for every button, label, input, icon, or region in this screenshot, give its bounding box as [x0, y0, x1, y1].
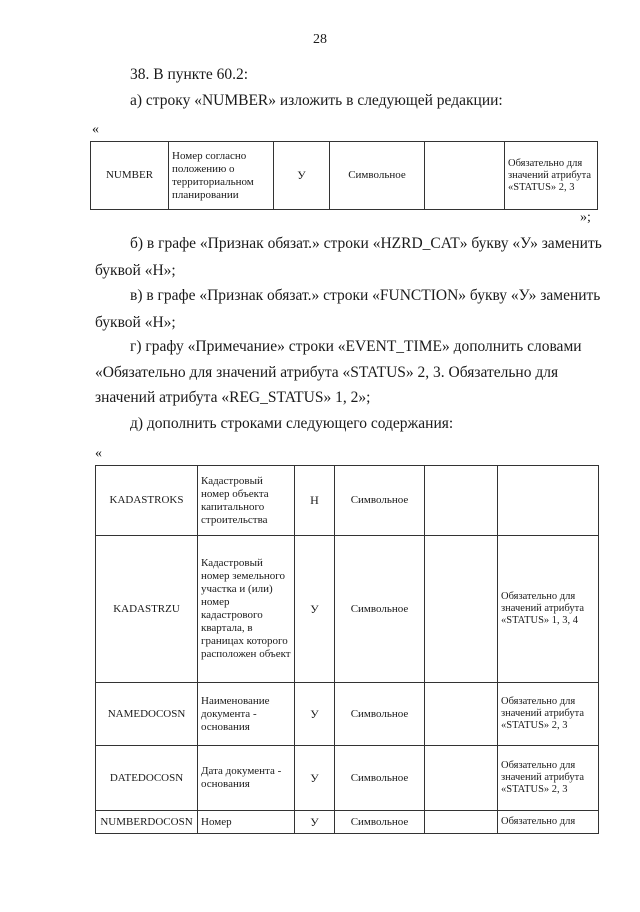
required-flag-cell: У	[295, 536, 335, 683]
description-cell: Наименование документа - основания	[198, 683, 295, 746]
description-cell: Дата документа - основания	[198, 746, 295, 811]
empty-cell	[425, 142, 505, 210]
note-cell	[498, 466, 599, 536]
sub-item-v-line2: буквой «Н»;	[95, 314, 176, 331]
required-flag-cell: Н	[295, 466, 335, 536]
type-cell: Символьное	[330, 142, 425, 210]
empty-cell	[425, 683, 498, 746]
note-cell: Обязательно для значений атрибута «STATUS» 1, 3, 4	[498, 536, 599, 683]
table-row	[96, 746, 599, 811]
field-name-cell: DATEDOCOSN	[96, 746, 198, 811]
description-cell: Кадастровый номер земельного участка и (или) номер кадастрового квартала, в границах которого расположен объект	[198, 536, 295, 683]
sub-item-b-line2: буквой «Н»;	[95, 262, 176, 279]
field-name-cell: NUMBERDOCOSN	[96, 811, 198, 834]
note-cell: Обязательно для значений атрибута «STATUS» 2, 3	[498, 746, 599, 811]
field-name-cell: KADASTRZU	[96, 536, 198, 683]
empty-cell	[425, 746, 498, 811]
note-cell: Обязательно для значений атрибута «STATUS» 2, 3	[498, 683, 599, 746]
empty-cell	[425, 811, 498, 834]
number-row-table	[90, 141, 598, 210]
sub-item-g-line1: г) графу «Примечание» строки «EVENT_TIME» дополнить словами	[130, 338, 582, 355]
page-number: 28	[313, 32, 327, 47]
description-cell: Номер согласно положению о территориальном планировании	[169, 142, 274, 210]
empty-cell	[425, 536, 498, 683]
close-quote-1: »;	[580, 210, 591, 225]
description-cell: Кадастровый номер объекта капитального строительства	[198, 466, 295, 536]
table-row	[96, 811, 599, 834]
table-row	[96, 536, 599, 683]
required-flag-cell: У	[274, 142, 330, 210]
table-row	[96, 683, 599, 746]
required-flag-cell: У	[295, 811, 335, 834]
type-cell: Символьное	[335, 811, 425, 834]
field-name-cell: NAMEDOCOSN	[96, 683, 198, 746]
note-cell: Обязательно для	[498, 811, 599, 834]
sub-item-a: а) строку «NUMBER» изложить в следующей редакции:	[130, 92, 503, 109]
description-cell: Номер	[198, 811, 295, 834]
empty-cell	[425, 466, 498, 536]
sub-item-g-line3: значений атрибута «REG_STATUS» 1, 2»;	[95, 389, 371, 406]
type-cell: Символьное	[335, 746, 425, 811]
type-cell: Символьное	[335, 466, 425, 536]
field-name-cell: NUMBER	[91, 142, 169, 210]
sub-item-d: д) дополнить строками следующего содержания:	[130, 415, 454, 432]
required-flag-cell: У	[295, 683, 335, 746]
table-row	[96, 466, 599, 536]
field-name-cell: KADASTROKS	[96, 466, 198, 536]
note-cell: Обязательно для значений атрибута «STATUS» 2, 3	[505, 142, 598, 210]
sub-item-g-line2: «Обязательно для значений атрибута «STATUS» 2, 3. Обязательно для	[95, 364, 559, 381]
new-rows-table	[95, 465, 599, 834]
sub-item-v-line1: в) в графе «Признак обязат.» строки «FUNCTION» букву «У» заменить	[130, 287, 601, 304]
required-flag-cell: У	[295, 746, 335, 811]
sub-item-b-line1: б) в графе «Признак обязат.» строки «HZRD_CAT» букву «У» заменить	[130, 235, 602, 252]
item-38-heading: 38. В пункте 60.2:	[130, 66, 249, 83]
type-cell: Символьное	[335, 536, 425, 683]
table-row	[91, 142, 598, 210]
type-cell: Символьное	[335, 683, 425, 746]
open-quote-2: «	[95, 446, 102, 461]
open-quote-1: «	[92, 122, 99, 137]
